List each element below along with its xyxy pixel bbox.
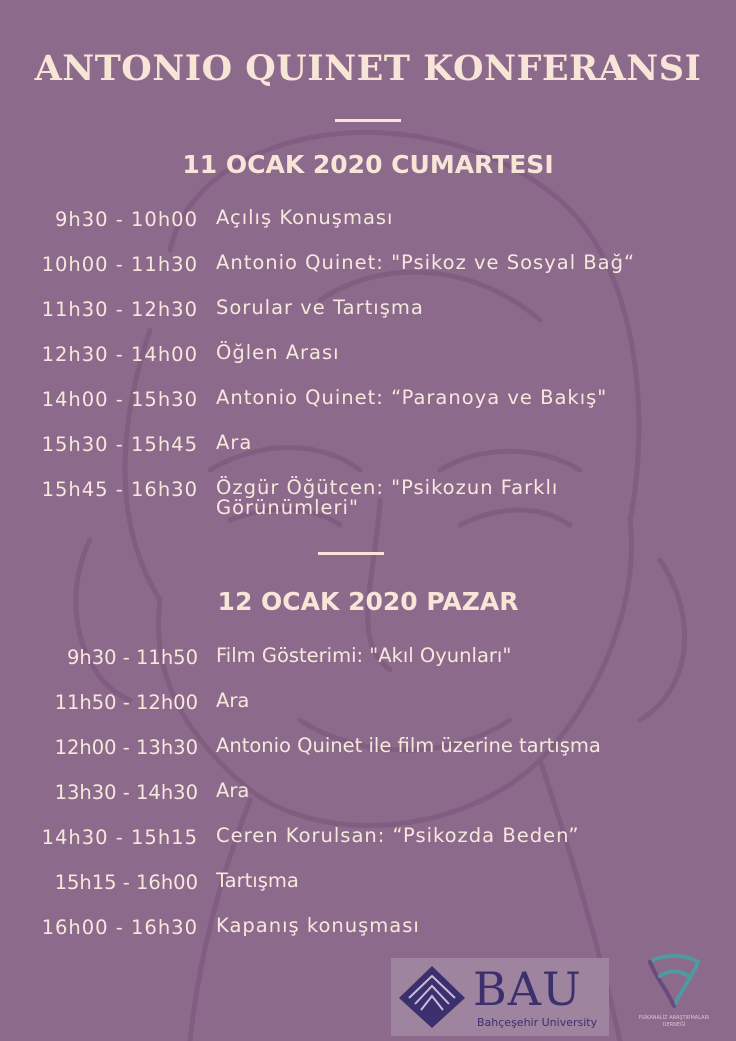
schedule-time: 15h30 - 15h45 [41,433,198,456]
schedule-time: 14h30 - 15h15 [41,826,198,849]
schedule-event: Sorular ve Tartışma [216,296,424,319]
schedule-time: 9h30 - 10h00 [55,208,198,231]
schedule-time: 11h30 - 12h30 [41,298,198,321]
bau-subtitle: Bahçeşehir University [477,1016,598,1029]
schedule-row [0,916,736,952]
association-caption: PSİKANALİZ ARAŞTIRMALARI DERNEĞİ [638,1015,710,1028]
schedule-event: Ceren Korulsan: “Psikozda Beden” [216,824,580,847]
schedule-row [0,871,736,907]
schedule-event: Öğlen Arası [216,341,340,364]
bau-emblem-icon [397,964,467,1030]
schedule-event: Ara [216,689,250,712]
bau-wordmark: BAU [473,962,582,1016]
bau-logo [391,958,609,1036]
schedule-row [0,433,736,469]
schedule-row [0,478,736,522]
schedule-row [0,298,736,334]
schedule-event: Tartışma [216,869,299,892]
trefoil-knot-icon [642,948,706,1012]
schedule-time: 16h00 - 16h30 [41,916,198,939]
schedule-event: Kapanış konuşması [216,914,420,937]
page-title: ANTONIO QUINET KONFERANSI [34,48,702,89]
schedule-row [0,826,736,862]
schedule-row [0,388,736,424]
schedule-event: Antonio Quinet: "Psikoz ve Sosyal Bağ“ [216,251,636,274]
schedule-time: 11h50 - 12h00 [54,691,198,714]
schedule-time: 10h00 - 11h30 [41,253,198,276]
schedule-event: Antonio Quinet ile film üzerine tartışma [216,734,601,757]
schedule-time: 15h15 - 16h00 [54,871,198,894]
schedule-time: 14h00 - 15h30 [41,388,198,411]
day2-heading: 12 OCAK 2020 PAZAR [217,587,519,616]
schedule-row [0,781,736,817]
schedule-row [0,691,736,727]
title-divider [335,119,401,122]
schedule-time: 12h00 - 13h30 [54,736,198,759]
schedule-event: Ara [216,779,250,802]
schedule-event: Özgür Öğütcen: "Psikozun Farklı Görünümleri" [216,476,559,519]
schedule-event: Antonio Quinet: “Paranoya ve Bakış" [216,386,608,409]
schedule-row [0,736,736,772]
schedule-event: Ara [216,431,253,454]
day-divider [318,552,384,555]
schedule-time: 9h30 - 11h50 [67,646,198,669]
schedule-event: Açılış Konuşması [216,206,394,229]
schedule-event: Film Gösterimi: "Akıl Oyunları" [216,644,512,667]
association-logo [628,948,720,1038]
schedule-row [0,253,736,289]
schedule-row [0,208,736,244]
schedule-row [0,343,736,379]
schedule-time: 12h30 - 14h00 [41,343,198,366]
schedule-row [0,646,736,682]
schedule-time: 13h30 - 14h30 [54,781,198,804]
day1-heading: 11 OCAK 2020 CUMARTESI [182,150,554,179]
schedule-time: 15h45 - 16h30 [41,478,198,501]
